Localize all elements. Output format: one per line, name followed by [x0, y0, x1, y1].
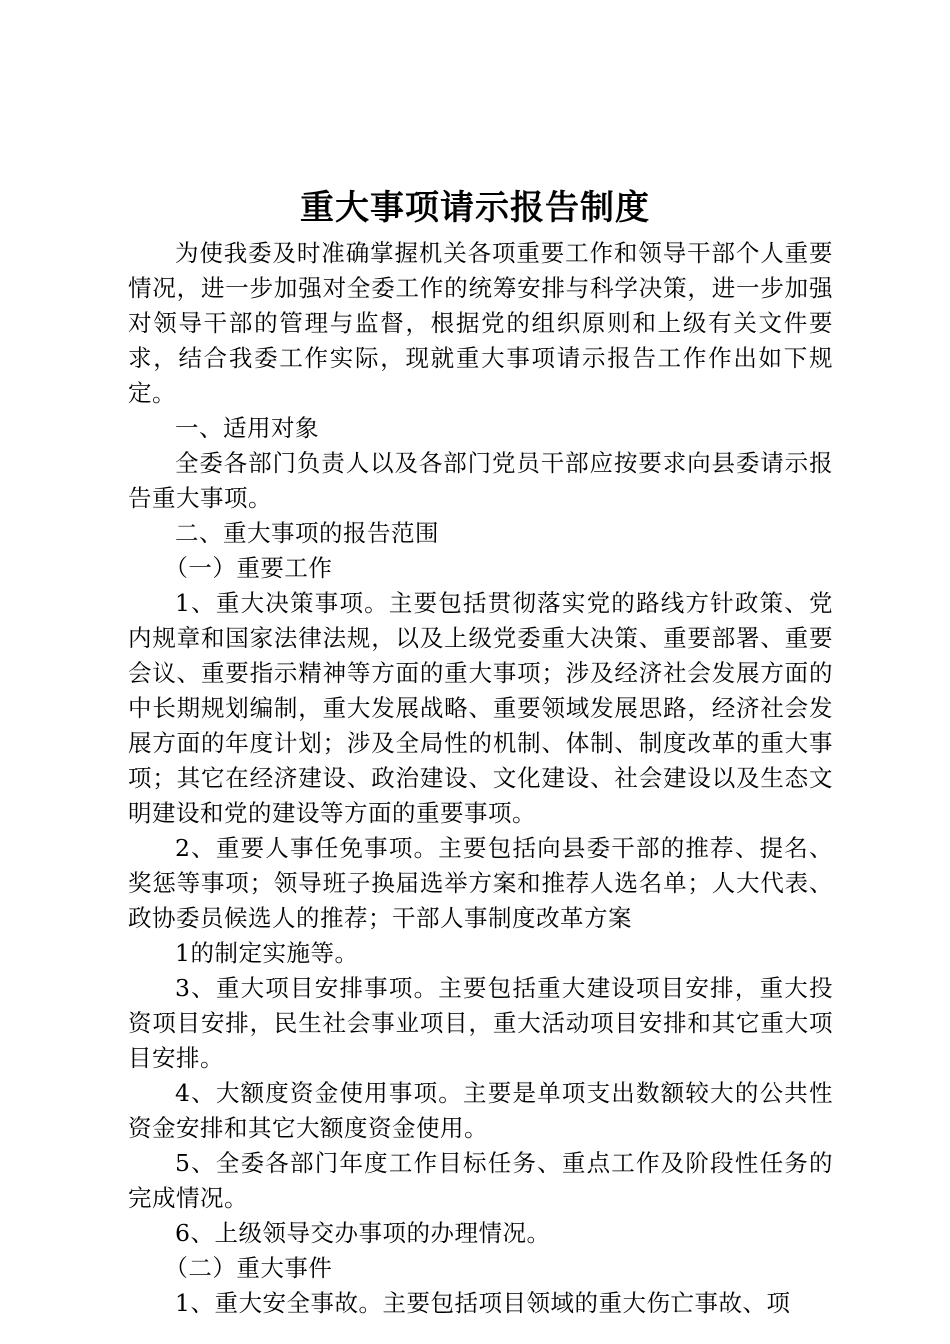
paragraph-large-funds: 4、大额度资金使用事项。主要是单项支出数额较大的公共性资金安排和其它大额度资金使用。: [128, 1079, 833, 1142]
document-title: 重大事项请示报告制度: [300, 188, 650, 228]
paragraph-personnel-appointments: 2、重要人事任免事项。主要包括向县委干部的推荐、提名、奖惩等事项；领导班子换届选举方案和推荐人选名单；人大代表、政协委员候选人的推荐；干部人事制度改革方案: [128, 834, 833, 932]
paragraph-annual-goals: 5、全委各部门年度工作目标任务、重点工作及阶段性任务的完成情况。: [128, 1149, 833, 1212]
paragraph-safety-accidents: 1、重大安全事故。主要包括项目领域的重大伤亡事故、项: [175, 1289, 791, 1317]
paragraph-personnel-continued: 1的制定实施等。: [175, 939, 359, 967]
heading-scope: 一、适用对象: [175, 414, 319, 442]
paragraph-major-decisions: 1、重大决策事项。主要包括贯彻落实党的路线方针政策、党内规章和国家法律法规，以及上级党委重大决策、重要部署、重要会议、重要指示精神等方面的重大事项；涉及经济社会发展方面的中长期规划编制，重大发展战略、重要领域发展思路，经济社会发展方面的年度计划；涉及全局性的机制、体制、制度改革的重大事项；其它在经济建设、政治建设、文化建设、社会建设以及生态文明建设和党的建设等方面的重要事项。: [128, 589, 833, 827]
paragraph-major-projects: 3、重大项目安排事项。主要包括重大建设项目安排，重大投资项目安排，民生社会事业项目，重大活动项目安排和其它重大项目安排。: [128, 974, 833, 1072]
subheading-important-work: （一）重要工作: [164, 554, 333, 582]
subheading-major-events: （二）重大事件: [164, 1254, 333, 1282]
paragraph-assigned-matters: 6、上级领导交办事项的办理情况。: [175, 1219, 551, 1247]
heading-report-range: 二、重大事项的报告范围: [175, 519, 439, 547]
document-body: [128, 236, 833, 1321]
paragraph-scope: 全委各部门负责人以及各部门党员干部应按要求向县委请示报告重大事项。: [128, 449, 833, 512]
paragraph-intro: 为使我委及时准确掌握机关各项重要工作和领导干部个人重要情况，进一步加强对全委工作的统筹安排与科学决策，进一步加强对领导干部的管理与监督，根据党的组织原则和上级有关文件要求，结合我委工作实际，现就重大事项请示报告工作作出如下规定。: [128, 239, 833, 407]
